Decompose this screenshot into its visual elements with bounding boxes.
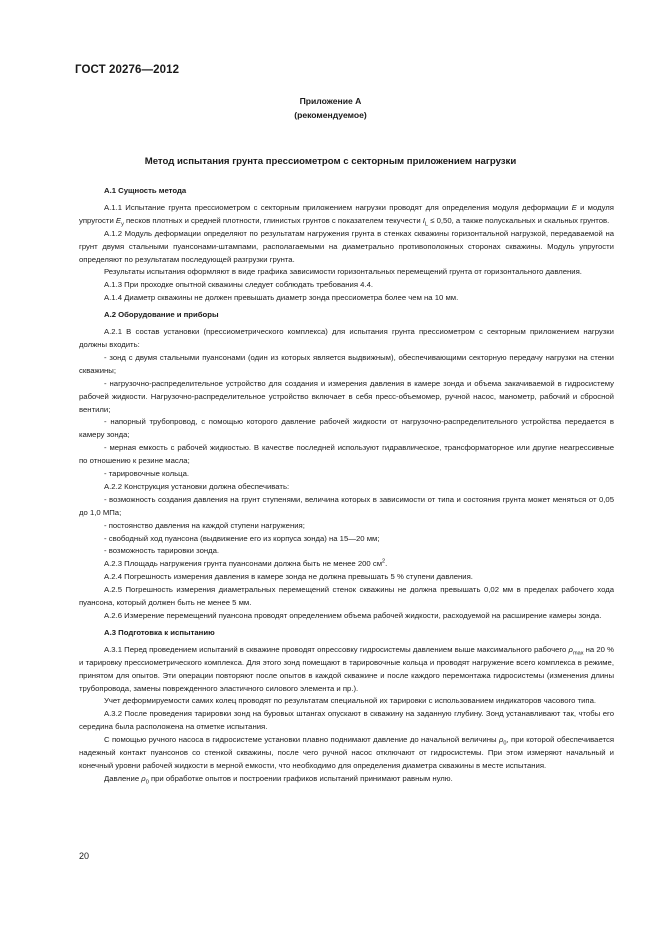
paragraph: А.1.1 Испытание грунта прессиометром с секторным приложением нагрузки проводят для определения модуля деформации E и модуля упругости $E_y$ песков плотных и средней плотности, глинистых грунтов с показателем текучести $I_L \le 0,50$, а также полускальных и скальных грунтов. <box>79 202 614 228</box>
paragraph: А.2.6 Измерение перемещений пуансона проводят определением объема рабочей жидкости, расходуемой на расширение камеры зонда. <box>104 611 602 620</box>
paragraph: А.3.2 После проведения тарировки зонд на буровых штангах опускают в скважину на заданную глубину. Зонд устанавливают так, чтобы его середина была расположена на отметке испытания. <box>79 709 614 732</box>
section-heading: А.3 Подготовка к испытанию <box>104 627 215 637</box>
list-item: - возможность создания давления на грунт ступенями, величина которых в зависимости от типа и состояния грунта может меняться от 0,05 до 1,0 МПа; <box>79 494 614 517</box>
list-item: - возможность тарировки зонда. <box>104 546 220 556</box>
paragraph: А.3.1 Перед проведением испытаний в скважине проводят опрессовку гидросистемы давлением выше максимального рабочего $\rho_{max}$ на 20 % и тарировку прессиометрического комплекса. Для этого зонд помещают в тарировочные кольца и проводят нагружение всего комплекса в режиме, принятом для опытов. Эти операции повторяют после опытов в каждой скважине и после каждого перемонтажа гидросистемы (изменения длины трубопровода, замены поврежденного эластичного силового элемента и пр.). <box>79 644 614 693</box>
paragraph: Учет деформируемости самих колец проводят по результатам специальной их тарировки с использованием индикаторов часового типа. <box>104 696 597 706</box>
paragraph: А.1.2 Модуль деформации определяют по результатам нагружения грунта в стенках скважины горизонтальной нагрузкой, передаваемой на грунт двумя стальными пуансонами-штампами, располагаемыми на диаметрально противоположных сторонах скважины. Модуль упругости определяют по результатам последующей разгрузки грунта. <box>79 228 614 264</box>
standard-header: ГОСТ 20276—2012 <box>75 64 180 76</box>
list-item: - зонд с двумя стальными пуансонами (один из которых является выдвижным), обеспечивающими секторную передачу нагрузки на стенки скважины; <box>79 352 614 375</box>
list-item: - постоянство давления на каждой ступени нагружения; <box>104 520 305 530</box>
paragraph: А.2.5 Погрешность измерения диаметральных перемещений стенок скважины не должна превышать 0,02 мм в пределах рабочего хода пуансона, который должен быть не менее 5 мм. <box>79 585 614 608</box>
list-item: - свободный ход пуансона (выдвижение его из корпуса зонда) на 15—20 мм; <box>104 533 380 543</box>
section-heading: А.2 Оборудование и приборы <box>104 310 219 320</box>
list-item: - нагрузочно-распределительное устройство для создания и измерения давления в камере зонда и объема закачиваемой в гидросистему рабочей жидкости. Нагрузочно-распределительное устройство включает в себя пресс-объемомер, ручной насос, манометр, рабочий и сбросной вентили; <box>79 378 614 414</box>
paragraph: А.2.4 Погрешность измерения давления в камере зонда не должна превышать 5 % ступени давления. <box>104 572 473 582</box>
section-heading: А.1 Сущность метода <box>104 186 187 195</box>
paragraph: А.2.1 В состав установки (прессиометрического комплекса) для испытания грунта прессиометром с секторным приложением нагрузки должны входить: <box>79 327 614 349</box>
paragraph: А.2.3 Площадь нагружения грунта пуансонами должна быть не менее 200 $см^2$. <box>104 558 388 569</box>
list-item: - напорный трубопровод, с помощью которого давление рабочей жидкости от нагрузочно-распределительного устройства передается в камеру зонда; <box>79 417 614 440</box>
document-body <box>79 181 614 786</box>
list-item: - мерная емкость с рабочей жидкостью. В качестве последней используют гидравлическое, трансформаторное или другие неагрессивные по отношению к резине масла; <box>79 443 614 466</box>
paragraph: А.1.3 При проходке опытной скважины следует соблюдать требования 4.4. <box>104 280 374 290</box>
appendix-status: (рекомендуемое) <box>294 110 367 120</box>
paragraph: А.2.2 Конструкция установки должна обеспечивать: <box>104 481 290 491</box>
paragraph: А.1.4 Диаметр скважины не должен превышать диаметр зонда прессиометра более чем на 10 мм. <box>104 293 459 303</box>
paragraph: Давление $\rho_0$ при обработке опытов и построении графиков испытаний принимают равным нулю. <box>104 773 453 786</box>
page-number: 20 <box>79 851 90 861</box>
appendix-label: Приложение А <box>299 96 362 106</box>
list-item: - тарировочные кольца. <box>104 469 190 479</box>
paragraph: Результаты испытания оформляют в виде графика зависимости горизонтальных перемещений грунта от горизонтального давления. <box>104 267 582 277</box>
document-title: Метод испытания грунта прессиометром с секторным приложением нагрузки <box>144 156 517 167</box>
paragraph: С помощью ручного насоса в гидросистеме установки плавно поднимают давление до начальной величины $\rho_0$, при которой обеспечивается надежный контакт пуансонов со стенкой скважины, после чего ручной насос отключают от гидросистемы. При этом измеряют начальный и конечный уровни рабочей жидкости в мерной емкости, что необходимо для определения диаметра скважины в месте испытания. <box>79 735 615 770</box>
